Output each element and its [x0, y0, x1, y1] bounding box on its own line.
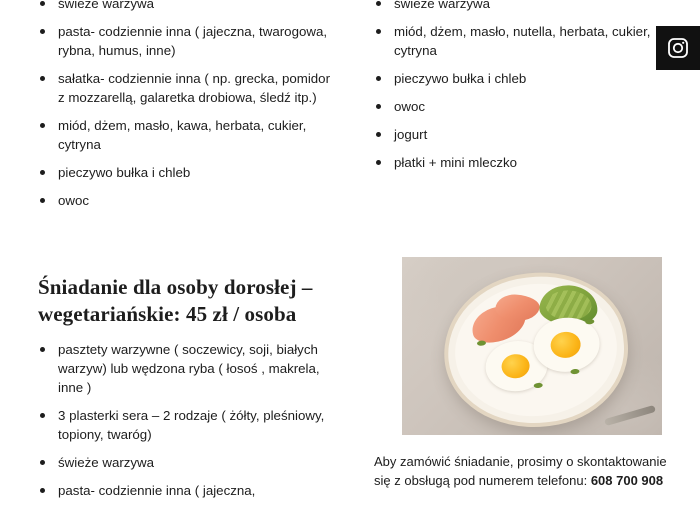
list-item: miód, dżem, masło, nutella, herbata, cukier, cytryna	[374, 22, 659, 60]
order-instructions-line2: się z obsługą pod numerem telefonu:	[374, 473, 591, 488]
list-item: pasztety warzywne ( soczewicy, soji, białych warzyw) lub wędzona ryba ( łosoś , makrela, inne )	[38, 340, 338, 397]
instagram-link[interactable]	[656, 26, 700, 70]
top-menu-columns	[0, 0, 700, 230]
list-item: owoc	[38, 191, 338, 210]
list-item: sałatka- codziennie inna ( np. grecka, pomidor z mozzarellą, galaretka drobiowa, śledź itp.)	[38, 69, 338, 107]
list-item: pieczywo bułka i chleb	[374, 69, 659, 88]
list-item: świeże warzywa	[38, 0, 338, 13]
phone-number: 608 700 908	[590, 473, 664, 488]
list-item: świeże warzywa	[38, 453, 338, 472]
instagram-icon	[666, 36, 690, 60]
menu-list-left	[38, 0, 338, 210]
vegetarian-breakfast-list	[38, 340, 338, 509]
list-item: owoc	[374, 97, 659, 116]
page-title: Śniadanie dla osoby dorosłej – wegetariańskie: 45 zł / osoba	[38, 275, 313, 327]
list-item: miód, dżem, masło, kawa, herbata, cukier, cytryna	[38, 116, 338, 154]
list-item: jogurt	[374, 125, 659, 144]
list-item: pasta- codziennie inna ( jajeczna,	[38, 481, 338, 500]
menu-list-right	[374, 0, 659, 172]
list-item: 3 plasterki sera – 2 rodzaje ( żółty, pleśniowy, topiony, twaróg)	[38, 406, 338, 444]
list-item: pasta- codziennie inna ( jajeczna, twarogowa, rybna, humus, inne)	[38, 22, 338, 60]
list-item: świeże warzywa	[374, 0, 659, 13]
list-item: płatki + mini mleczko	[374, 153, 659, 172]
list-item: pieczywo bułka i chleb	[38, 163, 338, 182]
menu-list-vegetarian	[38, 340, 338, 500]
order-instructions	[374, 452, 674, 490]
breakfast-list-right	[374, 0, 659, 181]
breakfast-list-left	[38, 0, 338, 219]
breakfast-photo	[402, 257, 662, 435]
order-instructions-line1: Aby zamówić śniadanie, prosimy o skontaktowanie	[374, 454, 667, 469]
